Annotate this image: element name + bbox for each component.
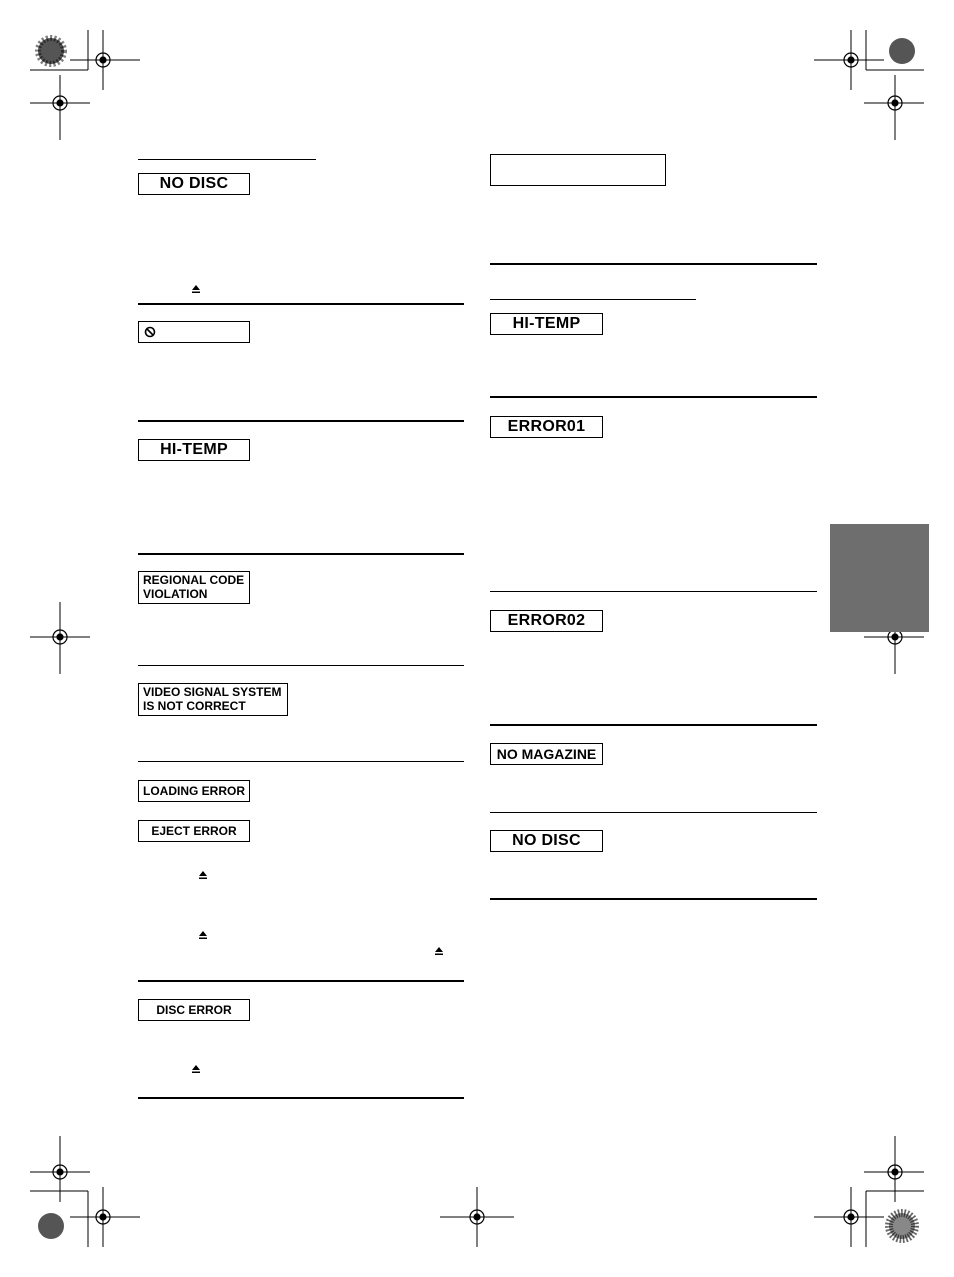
eject-icon (434, 946, 444, 956)
divider (490, 591, 817, 592)
divider (490, 898, 817, 900)
eject-icon (191, 284, 201, 294)
divider (490, 396, 817, 398)
divider (490, 263, 817, 265)
regional-line-2: VIOLATION (143, 587, 208, 601)
hi-temp-display: HI-TEMP (490, 313, 603, 335)
divider (138, 553, 464, 555)
video-line-1: VIDEO SIGNAL SYSTEM (143, 685, 282, 699)
regional-line-1: REGIONAL CODE (143, 573, 245, 587)
section-tab (830, 524, 929, 632)
divider (138, 980, 464, 982)
hi-temp-display: HI-TEMP (138, 439, 250, 461)
no-disc-display: NO DISC (138, 173, 250, 195)
prohibit-icon (144, 326, 156, 338)
video-signal-display (138, 683, 288, 716)
section-heading-underline (138, 159, 316, 160)
divider (138, 420, 464, 422)
blank-heading-box (490, 154, 666, 186)
error02-display: ERROR02 (490, 610, 603, 632)
regional-code-display (138, 571, 250, 604)
error01-display: ERROR01 (490, 416, 603, 438)
eject-icon (198, 930, 208, 940)
section-heading-underline (490, 299, 696, 300)
eject-error-display: EJECT ERROR (138, 820, 250, 842)
divider (138, 665, 464, 666)
divider (490, 724, 817, 726)
no-disc-display: NO DISC (490, 830, 603, 852)
eject-icon (198, 870, 208, 880)
no-magazine-display: NO MAGAZINE (490, 743, 603, 765)
divider (138, 303, 464, 305)
divider (138, 1097, 464, 1099)
disc-error-display: DISC ERROR (138, 999, 250, 1021)
loading-error-display: LOADING ERROR (138, 780, 250, 802)
divider (138, 761, 464, 762)
divider (490, 812, 817, 813)
video-line-2: IS NOT CORRECT (143, 699, 246, 713)
eject-icon (191, 1064, 201, 1074)
